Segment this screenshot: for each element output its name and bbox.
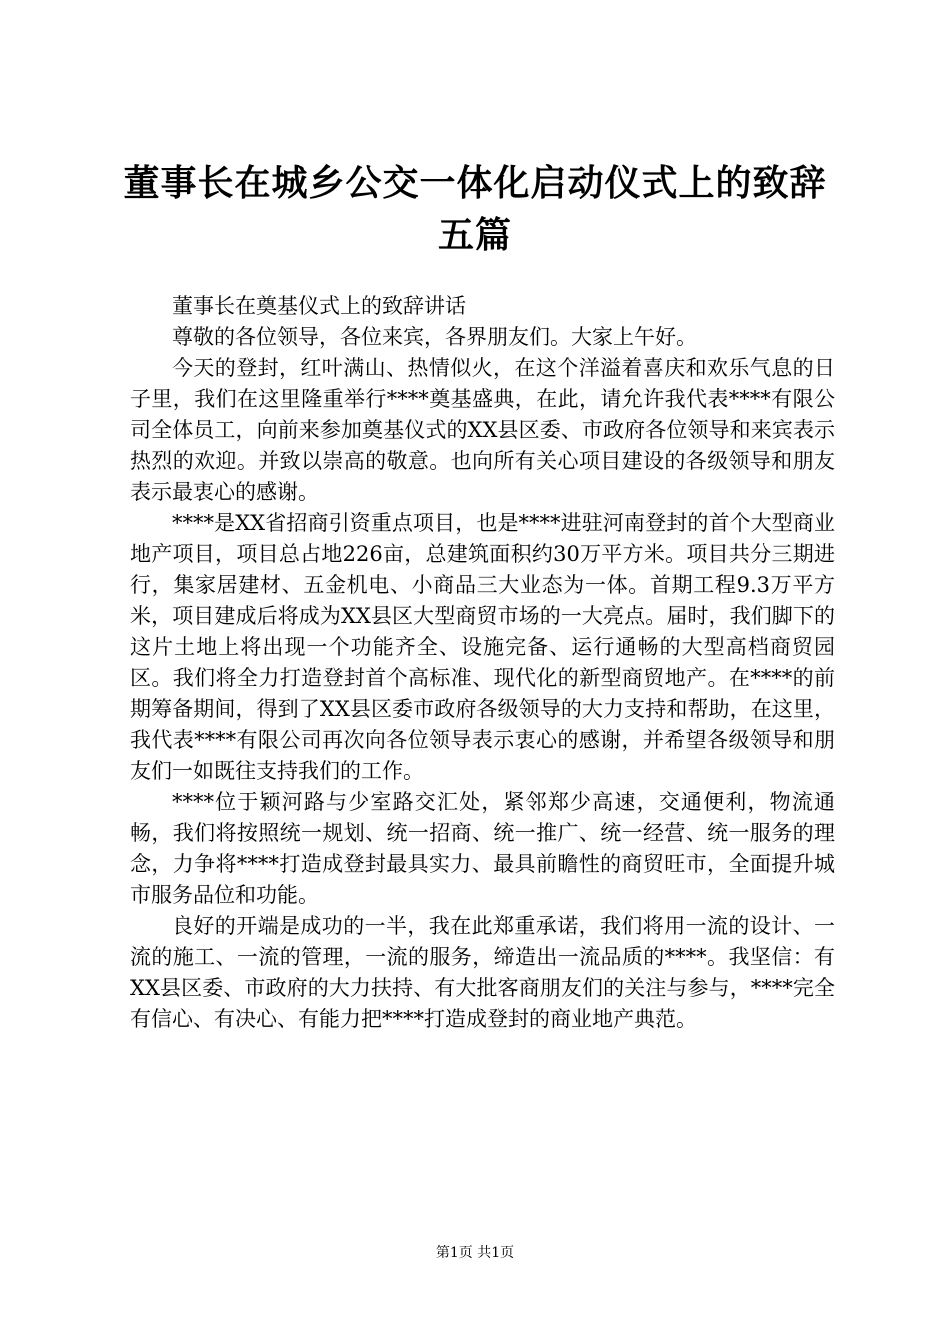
paragraph-welcome: 今天的登封，红叶满山、热情似火，在这个洋溢着喜庆和欢乐气息的日子里，我们在这里隆重举行****奠基盛典，在此，请允许我代表****有限公司全体员工，向前来参加奠基仪式的XX县区委、市政府各位领导和来宾表示热烈的欢迎。并致以崇高的敬意。也向所有关心项目建设的各级领导和朋友表示最衷心的感谢。 <box>130 356 835 504</box>
paragraph-project-intro: ****是XX省招商引资重点项目，也是****进驻河南登封的首个大型商业地产项目，项目总占地226亩，总建筑面积约30万平方米。项目共分三期进行，集家居建材、五金机电、小商品三大业态为一体。首期工程9.3万平方米，项目建成后将成为XX县区大型商贸市场的一大亮点。届时，我们脚下的这片土地上将出现一个功能齐全、设施完备、运行通畅的大型高档商贸园区。我们将全力打造登封首个高标准、现代化的新型商贸地产。在****的前期筹备期间，得到了XX县区委市政府各级领导的大力支持和帮助，在这里，我代表****有限公司再次向各位领导表示衷心的感谢，并希望各级领导和朋友们一如既往支持我们的工作。 <box>130 511 835 783</box>
document-title: 董事长在城乡公交一体化启动仪式上的致辞五篇 <box>123 163 827 256</box>
document-body <box>130 291 835 1035</box>
paragraph-greeting: 尊敬的各位领导，各位来宾，各界朋友们。大家上午好。 <box>172 325 697 349</box>
paragraph-commitment: 良好的开端是成功的一半，我在此郑重承诺，我们将用一流的设计、一流的施工、一流的管理，一流的服务，缔造出一流品质的****。我坚信：有XX县区委、市政府的大力扶持、有大批客商朋友们的关注与参与，****完全有信心、有决心、有能力把****打造成登封的商业地产典范。 <box>130 914 835 1031</box>
paragraph-subtitle: 董事长在奠基仪式上的致辞讲话 <box>172 294 466 318</box>
paragraph-location: ****位于颖河路与少室路交汇处，紧邻郑少高速，交通便利，物流通畅，我们将按照统一规划、统一招商、统一推广、统一经营、统一服务的理念，力争将****打造成登封最具实力、最具前瞻性的商贸旺市，全面提升城市服务品位和功能。 <box>130 790 835 907</box>
page-number-footer: 第1页 共1页 <box>435 1245 515 1261</box>
